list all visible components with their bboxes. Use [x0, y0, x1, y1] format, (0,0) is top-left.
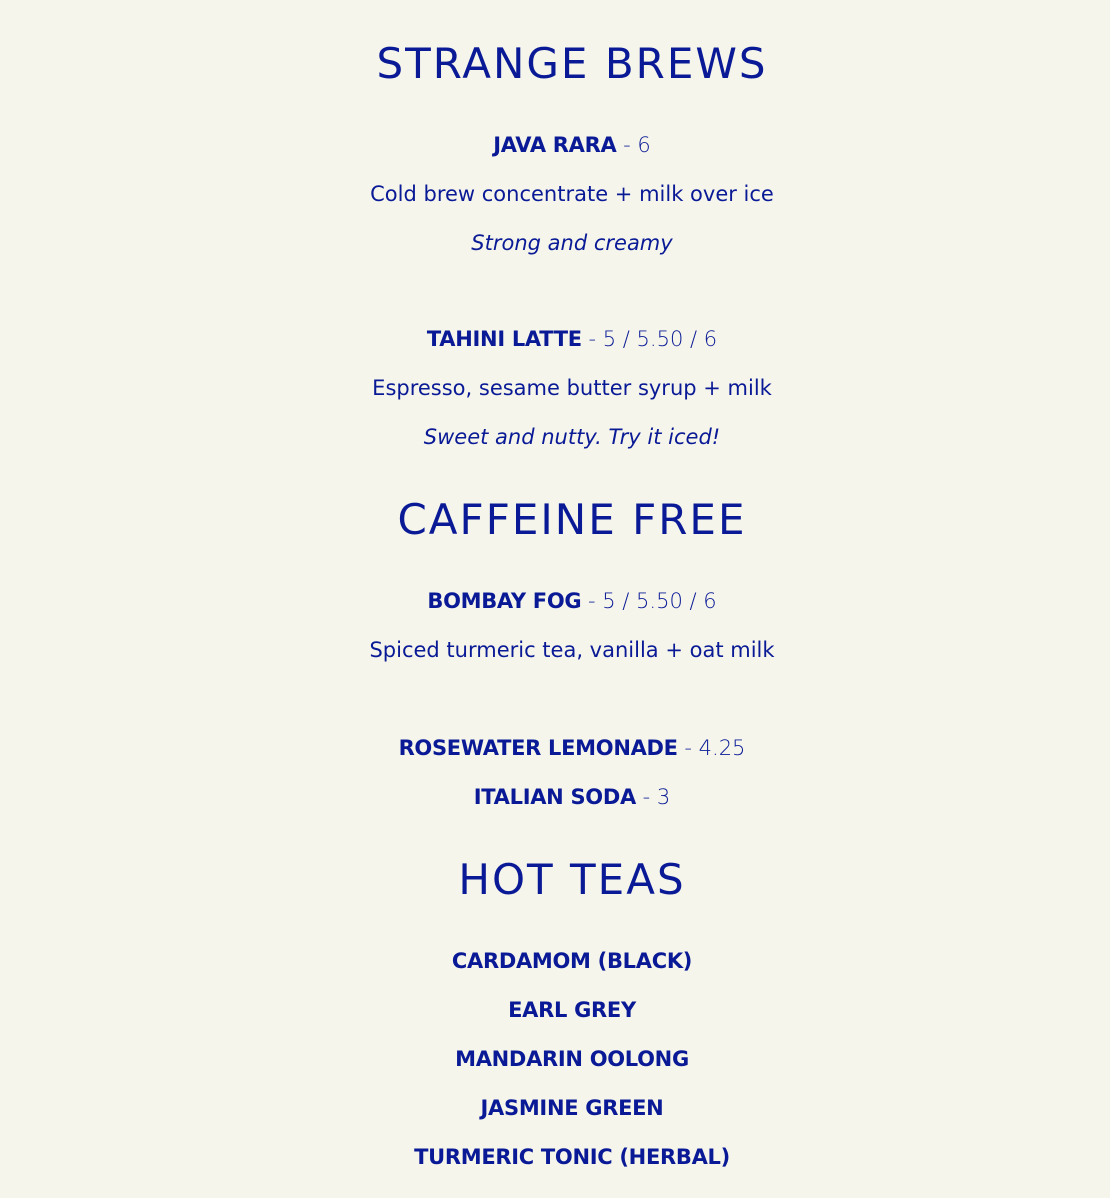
item-note: Sweet and nutty. Try it iced!: [423, 425, 721, 449]
tea-item-jasmine-green: JASMINE GREEN: [480, 1096, 664, 1120]
menu-item-tahini-latte: [0, 325, 1110, 353]
item-name: JAVA RARA: [493, 133, 617, 157]
item-name: BOMBAY FOG: [427, 589, 582, 613]
item-name: TAHINI LATTE: [426, 327, 582, 351]
section-heading-caffeine-free: CAFFEINE FREE: [397, 495, 747, 544]
tea-item-mandarin-oolong: MANDARIN OOLONG: [455, 1047, 689, 1071]
item-name: ROSEWATER LEMONADE: [398, 736, 678, 760]
tea-item-earl-grey: EARL GREY: [508, 998, 636, 1022]
section-heading-strange-brews: STRANGE BREWS: [376, 39, 768, 88]
menu-item-italian-soda: [0, 783, 1110, 811]
item-price: - 3: [635, 785, 671, 809]
item-price: - 5 / 5.50 / 6: [581, 327, 718, 351]
item-price: - 5 / 5.50 / 6: [581, 589, 717, 613]
menu-item-rosewater-lemonade: [0, 734, 1110, 762]
menu-item-bombay-fog: [0, 587, 1110, 615]
menu-item-java-rara: [0, 131, 1110, 159]
item-price: - 6: [616, 133, 651, 157]
tea-item-turmeric-tonic: TURMERIC TONIC (HERBAL): [414, 1145, 730, 1169]
section-heading-hot-teas: HOT TEAS: [458, 855, 686, 904]
item-description: Cold brew concentrate + milk over ice: [370, 182, 774, 206]
tea-item-cardamom: CARDAMOM (BLACK): [451, 949, 693, 973]
item-price: - 4.25: [677, 736, 746, 760]
item-description: Espresso, sesame butter syrup + milk: [372, 376, 772, 400]
item-name: ITALIAN SODA: [473, 785, 636, 809]
item-note: Strong and creamy: [471, 231, 673, 255]
item-description: Spiced turmeric tea, vanilla + oat milk: [369, 638, 775, 662]
